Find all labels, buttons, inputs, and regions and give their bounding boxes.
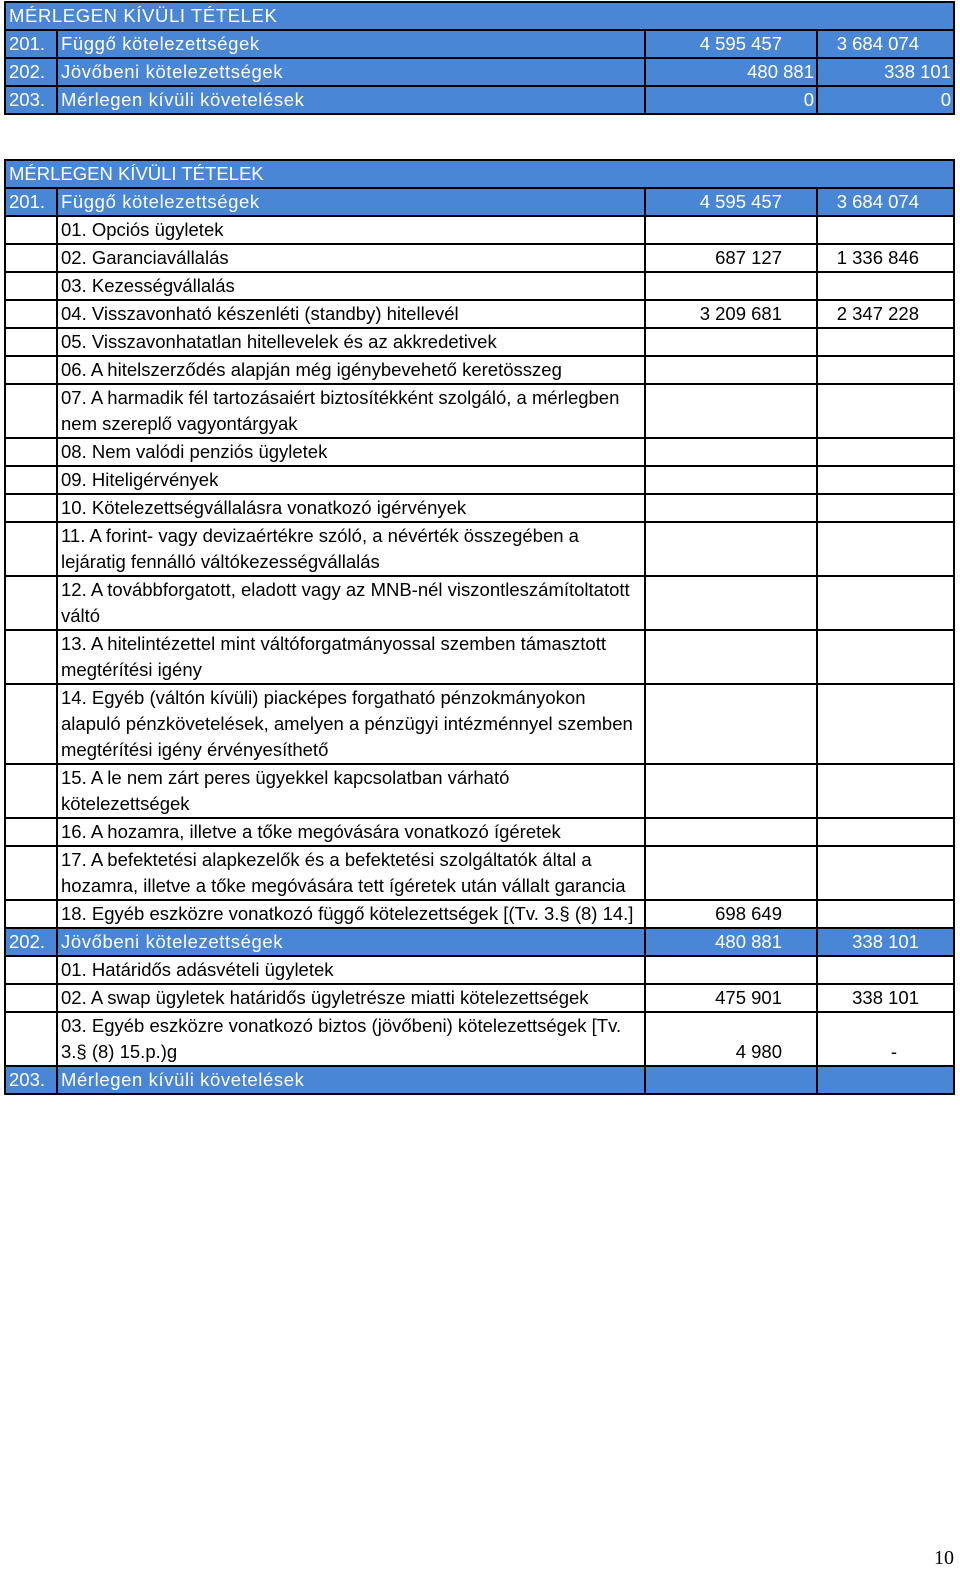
group-value-1: [645, 1066, 817, 1094]
group-value-1: 480 881: [645, 928, 817, 956]
line-item-value-2: [817, 272, 954, 300]
group-label: Jövőbeni kötelezettségek: [57, 928, 645, 956]
line-item-row: [5, 956, 954, 984]
line-item-row: [5, 1012, 954, 1066]
line-item-row: [5, 272, 954, 300]
line-item-code-cell: [5, 328, 57, 356]
line-item-value-1: [645, 438, 817, 466]
line-item-value-2: 2 347 228: [817, 300, 954, 328]
summary-row-203: [5, 86, 954, 114]
summary-row-202: [5, 58, 954, 86]
line-item-label: 16. A hozamra, illetve a tőke megóvására vonatkozó ígéretek: [57, 818, 645, 846]
line-item-label: 13. A hitelintézettel mint váltóforgatmányossal szemben támasztott megtérítési igény: [57, 630, 645, 684]
row-label: Jövőbeni kötelezettségek: [57, 58, 645, 86]
line-item-row: [5, 384, 954, 438]
group-label: Függő kötelezettségek: [57, 188, 645, 216]
row-value-1: 4 595 457: [645, 30, 817, 58]
row-value-2: 338 101: [817, 58, 954, 86]
line-item-value-2: [817, 818, 954, 846]
line-item-label: 10. Kötelezettségvállalásra vonatkozó igérvények: [57, 494, 645, 522]
line-item-value-2: [817, 956, 954, 984]
line-item-value-1: [645, 764, 817, 818]
row-value-2: 0: [817, 86, 954, 114]
line-item-value-2: 1 336 846: [817, 244, 954, 272]
line-item-value-2: [817, 466, 954, 494]
line-item-value-2: [817, 328, 954, 356]
line-item-label: 11. A forint- vagy devizaértékre szóló, a névérték összegében a lejáratig fennálló váltókezességvállalás: [57, 522, 645, 576]
line-item-value-2: [817, 630, 954, 684]
line-item-value-1: 687 127: [645, 244, 817, 272]
line-item-label: 03. Kezességvállalás: [57, 272, 645, 300]
group-value-2: 3 684 074: [817, 188, 954, 216]
line-item-value-2: -: [817, 1012, 954, 1066]
group-code: 202.: [5, 928, 57, 956]
row-code: 203.: [5, 86, 57, 114]
line-item-row: [5, 764, 954, 818]
line-item-value-2: [817, 684, 954, 764]
line-item-code-cell: [5, 764, 57, 818]
line-item-label: 06. A hitelszerződés alapján még igénybevehető keretösszeg: [57, 356, 645, 384]
line-item-value-2: [817, 576, 954, 630]
line-item-code-cell: [5, 494, 57, 522]
row-code: 202.: [5, 58, 57, 86]
line-item-label: 14. Egyéb (váltón kívüli) piacképes forgatható pénzokmányokon alapuló pénzkövetelések, amelyen a pénzügyi intézménnyel szemben megtérítési igény érvényesíthető: [57, 684, 645, 764]
line-item-row: [5, 494, 954, 522]
row-value-1: 0: [645, 86, 817, 114]
line-item-code-cell: [5, 438, 57, 466]
line-item-code-cell: [5, 818, 57, 846]
line-item-row: [5, 328, 954, 356]
line-item-value-1: [645, 630, 817, 684]
line-item-value-1: [645, 684, 817, 764]
line-item-row: [5, 900, 954, 928]
line-item-code-cell: [5, 300, 57, 328]
group-value-2: 338 101: [817, 928, 954, 956]
detail-table: [4, 159, 955, 1095]
line-item-row: [5, 300, 954, 328]
line-item-label: 09. Hiteligérvények: [57, 466, 645, 494]
line-item-value-1: [645, 384, 817, 438]
line-item-row: [5, 630, 954, 684]
items-201: [5, 216, 954, 928]
line-item-label: 05. Visszavonhatatlan hitellevelek és az akkredetivek: [57, 328, 645, 356]
line-item-value-2: [817, 494, 954, 522]
summary-header: MÉRLEGEN KÍVÜLI TÉTELEK: [5, 2, 954, 30]
line-item-value-1: [645, 328, 817, 356]
group-value-2: [817, 1066, 954, 1094]
line-item-code-cell: [5, 466, 57, 494]
row-value-1: 480 881: [645, 58, 817, 86]
line-item-row: [5, 216, 954, 244]
group-value-1: 4 595 457: [645, 188, 817, 216]
line-item-value-1: [645, 272, 817, 300]
line-item-row: [5, 684, 954, 764]
line-item-label: 03. Egyéb eszközre vonatkozó biztos (jövőbeni) kötelezettségek [Tv. 3.§ (8) 15.p.)g: [57, 1012, 645, 1066]
line-item-label: 12. A továbbforgatott, eladott vagy az MNB-nél viszontleszámítoltatott váltó: [57, 576, 645, 630]
items-202: [5, 956, 954, 1066]
line-item-row: [5, 846, 954, 900]
line-item-row: [5, 576, 954, 630]
line-item-code-cell: [5, 846, 57, 900]
line-item-value-2: 338 101: [817, 984, 954, 1012]
line-item-label: 18. Egyéb eszközre vonatkozó függő kötelezettségek [(Tv. 3.§ (8) 14.]: [57, 900, 645, 928]
line-item-value-1: [645, 356, 817, 384]
line-item-value-1: [645, 818, 817, 846]
line-item-value-2: [817, 846, 954, 900]
group-row-203: [5, 1066, 954, 1094]
line-item-value-1: 475 901: [645, 984, 817, 1012]
line-item-label: 04. Visszavonható készenléti (standby) hitellevél: [57, 300, 645, 328]
row-code: 201.: [5, 30, 57, 58]
line-item-code-cell: [5, 244, 57, 272]
line-item-code-cell: [5, 630, 57, 684]
line-item-code-cell: [5, 900, 57, 928]
line-item-row: [5, 356, 954, 384]
line-item-label: 15. A le nem zárt peres ügyekkel kapcsolatban várható kötelezettségek: [57, 764, 645, 818]
line-item-value-1: [645, 466, 817, 494]
row-value-2: 3 684 074: [817, 30, 954, 58]
line-item-value-2: [817, 216, 954, 244]
line-item-label: 01. Határidős adásvételi ügyletek: [57, 956, 645, 984]
group-row-201: [5, 188, 954, 216]
line-item-row: [5, 818, 954, 846]
line-item-row: [5, 984, 954, 1012]
line-item-code-cell: [5, 384, 57, 438]
line-item-value-1: 3 209 681: [645, 300, 817, 328]
group-label: Mérlegen kívüli követelések: [57, 1066, 645, 1094]
line-item-value-2: [817, 356, 954, 384]
line-item-row: [5, 438, 954, 466]
summary-header-row: [5, 2, 954, 30]
line-item-code-cell: [5, 522, 57, 576]
line-item-code-cell: [5, 576, 57, 630]
summary-row-201: [5, 30, 954, 58]
line-item-value-1: [645, 576, 817, 630]
line-item-value-2: [817, 764, 954, 818]
line-item-code-cell: [5, 356, 57, 384]
line-item-code-cell: [5, 1012, 57, 1066]
line-item-value-2: [817, 384, 954, 438]
line-item-value-1: 698 649: [645, 900, 817, 928]
group-code: 203.: [5, 1066, 57, 1094]
line-item-label: 17. A befektetési alapkezelők és a befektetési szolgáltatók által a hozamra, illetve a tőke megóvására tett ígéretek után vállalt garancia: [57, 846, 645, 900]
row-label: Függő kötelezettségek: [57, 30, 645, 58]
line-item-value-1: [645, 846, 817, 900]
line-item-label: 02. A swap ügyletek határidős ügyletrésze miatti kötelezettségek: [57, 984, 645, 1012]
group-row-202: [5, 928, 954, 956]
detail-header: MÉRLEGEN KÍVÜLI TÉTELEK: [5, 160, 954, 188]
line-item-value-1: [645, 522, 817, 576]
detail-header-row: [5, 160, 954, 188]
line-item-value-1: [645, 956, 817, 984]
line-item-label: 02. Garanciavállalás: [57, 244, 645, 272]
summary-table: [4, 1, 955, 115]
line-item-row: [5, 466, 954, 494]
line-item-value-2: [817, 438, 954, 466]
group-code: 201.: [5, 188, 57, 216]
line-item-code-cell: [5, 956, 57, 984]
line-item-row: [5, 522, 954, 576]
line-item-label: 07. A harmadik fél tartozásaiért biztosítékként szolgáló, a mérlegben nem szereplő vagyontárgyak: [57, 384, 645, 438]
line-item-label: 01. Opciós ügyletek: [57, 216, 645, 244]
page-number: 10: [934, 1547, 954, 1569]
line-item-value-1: 4 980: [645, 1012, 817, 1066]
line-item-code-cell: [5, 272, 57, 300]
line-item-row: [5, 244, 954, 272]
line-item-value-1: [645, 494, 817, 522]
line-item-value-2: [817, 900, 954, 928]
line-item-label: 08. Nem valódi penziós ügyletek: [57, 438, 645, 466]
line-item-value-2: [817, 522, 954, 576]
row-label: Mérlegen kívüli követelések: [57, 86, 645, 114]
line-item-value-1: [645, 216, 817, 244]
line-item-code-cell: [5, 216, 57, 244]
line-item-code-cell: [5, 684, 57, 764]
line-item-code-cell: [5, 984, 57, 1012]
